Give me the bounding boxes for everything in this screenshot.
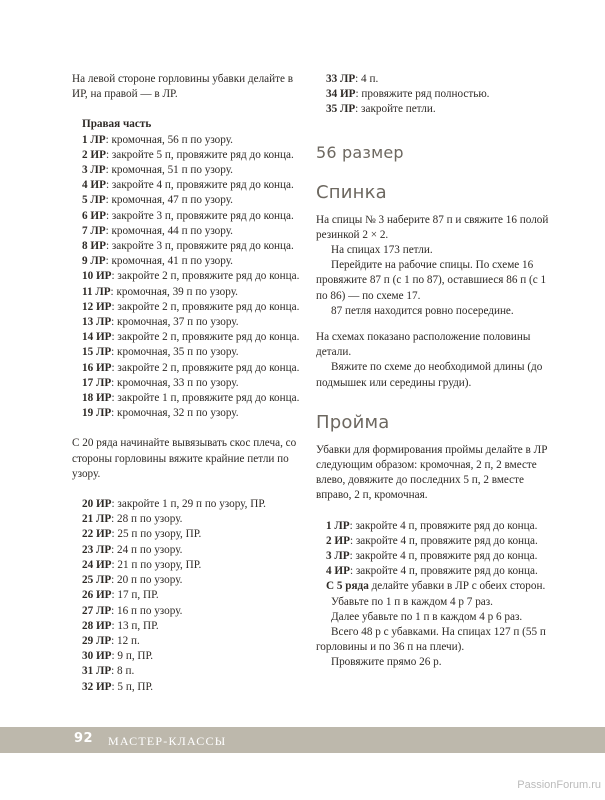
instruction-row [72, 315, 304, 330]
row-number: 3 ЛР [326, 550, 350, 563]
row-number: 10 ИР [82, 270, 112, 283]
row-text: : 28 п по узору. [111, 513, 183, 526]
instruction-row [72, 239, 304, 254]
instruction-row [72, 133, 304, 148]
armhole-heading: Пройма [316, 411, 390, 433]
rows-list-top [316, 72, 554, 118]
row-number: 8 ИР [82, 240, 106, 253]
row-text: : закройте 2 п, провяжите ряд до конца. [111, 270, 300, 283]
instruction-row [72, 254, 304, 269]
row-text: : кромочная, 35 п по узору. [111, 346, 239, 359]
row-number: 26 ИР [82, 589, 112, 602]
row-text: : закройте 4 п, провяжите ряд до конца. [349, 534, 538, 547]
row-number: 1 ЛР [326, 519, 350, 532]
row-number: 2 ИР [82, 148, 106, 161]
row-number: 31 ЛР [82, 665, 112, 678]
row-text: : закройте петли. [355, 103, 436, 116]
back-heading: Спинка [316, 181, 387, 203]
page-number: 92 [74, 731, 94, 746]
row-text: : 4 п. [355, 73, 379, 85]
rows-list-armhole [316, 519, 554, 580]
row-text: : закройте 4 п, провяжите ряд до конца. [349, 565, 538, 578]
row-number: 6 ИР [82, 209, 106, 222]
row-text: : 9 п, ПР. [111, 650, 154, 663]
rows-list-shoulder [72, 497, 304, 695]
row-text: : кромочная, 39 п по узору. [110, 285, 238, 298]
subheading-right-part: Правая часть [82, 118, 152, 131]
instruction-row [72, 497, 304, 512]
row-text: : 24 п по узору. [111, 543, 183, 556]
row-text: : 20 п по узору. [111, 574, 183, 587]
row-number: 24 ИР [82, 558, 112, 571]
instruction-row [72, 209, 304, 224]
row-number: 15 ЛР [82, 346, 112, 359]
instruction-row [72, 512, 304, 527]
row-number: 19 ЛР [82, 407, 112, 420]
watermark: PassionForum.ru [517, 779, 601, 791]
back-paragraph-3: Перейдите на рабочие спицы. По схеме 16 провяжите 87 п (с 1 по 87), оставшиеся 86 п (с 1 по 86) — по схеме 17. [316, 259, 547, 302]
instruction-row [72, 573, 304, 588]
row-text: : провяжите ряд полностью. [355, 88, 490, 101]
instruction-row [72, 604, 304, 619]
armhole-paragraph-2: Убавьте по 1 п в каждом 4 р 7 раз. [331, 595, 493, 608]
row-text: : закройте 4 п, провяжите ряд до конца. [349, 519, 538, 532]
instruction-row [72, 224, 304, 239]
instruction-row [72, 148, 304, 163]
row-text: : кромочная, 47 п по узору. [105, 194, 233, 207]
row-number: 12 ИР [82, 300, 112, 313]
instruction-row [72, 330, 304, 345]
row-number: 25 ЛР [82, 574, 112, 587]
instruction-row [316, 519, 554, 534]
row-text: : кромочная, 56 п по узору. [105, 133, 233, 146]
row-text: : 12 п. [111, 634, 140, 647]
instruction-row [316, 102, 554, 117]
row-text: : кромочная, 51 п по узору. [105, 164, 233, 177]
armhole-paragraph-5: Провяжите прямо 26 р. [331, 656, 442, 669]
row-number: 14 ИР [82, 331, 112, 344]
instruction-row [316, 549, 554, 564]
row-text: : кромочная, 41 п по узору. [105, 255, 233, 268]
row-text: : закройте 3 п, провяжите ряд до конца. [105, 240, 294, 253]
back-paragraph-6: Вяжите по схеме до необходимой длины (до подмышек или середины груди). [316, 361, 543, 389]
armhole-paragraph-3: Далее убавьте по 1 п в каждом 4 р 6 раз. [331, 610, 523, 623]
instruction-row [72, 361, 304, 376]
footer-section-title: МАСТЕР-КЛАССЫ [108, 734, 227, 748]
instruction-row [72, 300, 304, 315]
back-paragraph-4: 87 петля находится ровно посередине. [331, 304, 514, 317]
back-paragraph-1: На спицы № 3 наберите 87 п и свяжите 16 полой резинкой 2 × 2. [316, 213, 549, 241]
armhole-paragraph-4: Всего 48 р с убавками. На спицах 127 п (55 п горловины и по 36 п на плечи). [316, 626, 546, 654]
row-text: : 13 п, ПР. [111, 619, 159, 632]
row-number: 3 ЛР [82, 164, 106, 177]
row-number: 16 ИР [82, 361, 112, 374]
row-text: : закройте 5 п, провяжите ряд до конца. [105, 148, 294, 161]
row-number: 30 ИР [82, 650, 112, 663]
instruction-row [72, 619, 304, 634]
row-text: : 5 п, ПР. [111, 680, 154, 693]
instruction-row [72, 680, 304, 695]
row-5-number: С 5 ряда [326, 580, 369, 593]
row-text: : кромочная, 44 п по узору. [105, 224, 233, 237]
instruction-row [72, 193, 304, 208]
size-heading: 56 размер [316, 142, 404, 162]
back-paragraph-5: На схемах показано расположение половины детали. [316, 331, 531, 359]
row-number: 23 ЛР [82, 543, 112, 556]
row-number: 17 ЛР [82, 376, 112, 389]
instruction-row [72, 163, 304, 178]
instruction-row [72, 649, 304, 664]
row-number: 34 ИР [326, 88, 356, 101]
instruction-row [316, 534, 554, 549]
row-number: 9 ЛР [82, 255, 106, 268]
row-5-instruction [316, 579, 554, 594]
row-5-text: делайте убавки в ЛР с обеих сторон. [368, 580, 546, 593]
row-text: : кромочная, 32 п по узору. [111, 407, 239, 420]
row-number: 13 ЛР [82, 316, 112, 329]
row-text: : 16 п по узору. [111, 604, 183, 617]
row-number: 32 ИР [82, 680, 112, 693]
row-number: 11 ЛР [82, 285, 111, 298]
row-number: 4 ИР [82, 179, 106, 192]
instruction-row [72, 406, 304, 421]
instruction-row [316, 564, 554, 579]
instruction-row [72, 543, 304, 558]
instruction-row [72, 558, 304, 573]
row-number: 35 ЛР [326, 103, 356, 116]
row-text: : закройте 2 п, провяжите ряд до конца. [111, 361, 300, 374]
row-number: 18 ИР [82, 392, 112, 405]
instruction-row [72, 588, 304, 603]
row-text: : закройте 2 п, провяжите ряд до конца. [111, 331, 300, 344]
instruction-row [316, 87, 554, 102]
right-column [316, 72, 554, 671]
instruction-row [72, 391, 304, 406]
row-text: : 17 п, ПР. [111, 589, 159, 602]
row-text: : закройте 4 п, провяжите ряд до конца. [105, 179, 294, 192]
back-paragraph-2: На спицах 173 петли. [331, 244, 433, 257]
instruction-row [72, 527, 304, 542]
row-text: : кромочная, 33 п по узору. [111, 376, 239, 389]
row-text: : 25 п по узору, ПР. [111, 528, 202, 541]
row-text: : закройте 3 п, провяжите ряд до конца. [105, 209, 294, 222]
armhole-paragraph-1: Убавки для формирования проймы делайте в ЛР следующим образом: кромочная, 2 п, 2 вместе влево, довяжите до последних 5 п, 2 вместе вправо, 2 п, кромочная. [316, 443, 548, 502]
instruction-row [72, 376, 304, 391]
row-number: 5 ЛР [82, 194, 106, 207]
left-column [72, 72, 304, 695]
row-number: 21 ЛР [82, 513, 112, 526]
instruction-row [72, 269, 304, 284]
row-text: : закройте 4 п, провяжите ряд до конца. [349, 550, 538, 563]
row-number: 4 ИР [326, 565, 350, 578]
rows-list-right-part [72, 133, 304, 422]
row-text: : закройте 1 п, провяжите ряд до конца. [111, 392, 300, 405]
instruction-row [72, 178, 304, 193]
row-number: 27 ЛР [82, 604, 112, 617]
row-text: : кромочная, 37 п по узору. [111, 316, 239, 329]
row-number: 33 ЛР [326, 73, 356, 85]
row-number: 28 ИР [82, 619, 112, 632]
row-number: 29 ЛР [82, 634, 112, 647]
row-text: : закройте 2 п, провяжите ряд до конца. [111, 300, 300, 313]
row-text: : закройте 1 п, 29 п по узору, ПР. [111, 498, 266, 511]
shoulder-paragraph: С 20 ряда начинайте вывязывать скос плеча, со стороны горловины вяжите крайние петли по узору. [72, 437, 297, 480]
row-text: : 21 п по узору, ПР. [111, 558, 202, 571]
row-number: 1 ЛР [82, 133, 106, 146]
instruction-row [316, 72, 554, 87]
row-number: 20 ИР [82, 498, 112, 511]
instruction-row [72, 634, 304, 649]
instruction-row [72, 345, 304, 360]
row-number: 7 ЛР [82, 224, 106, 237]
row-text: : 8 п. [111, 665, 135, 678]
neckline-intro: На левой стороне горловины убавки делайте в ИР, на правой — в ЛР. [72, 73, 294, 101]
row-number: 22 ИР [82, 528, 112, 541]
instruction-row [72, 285, 304, 300]
instruction-row [72, 664, 304, 679]
row-number: 2 ИР [326, 534, 350, 547]
